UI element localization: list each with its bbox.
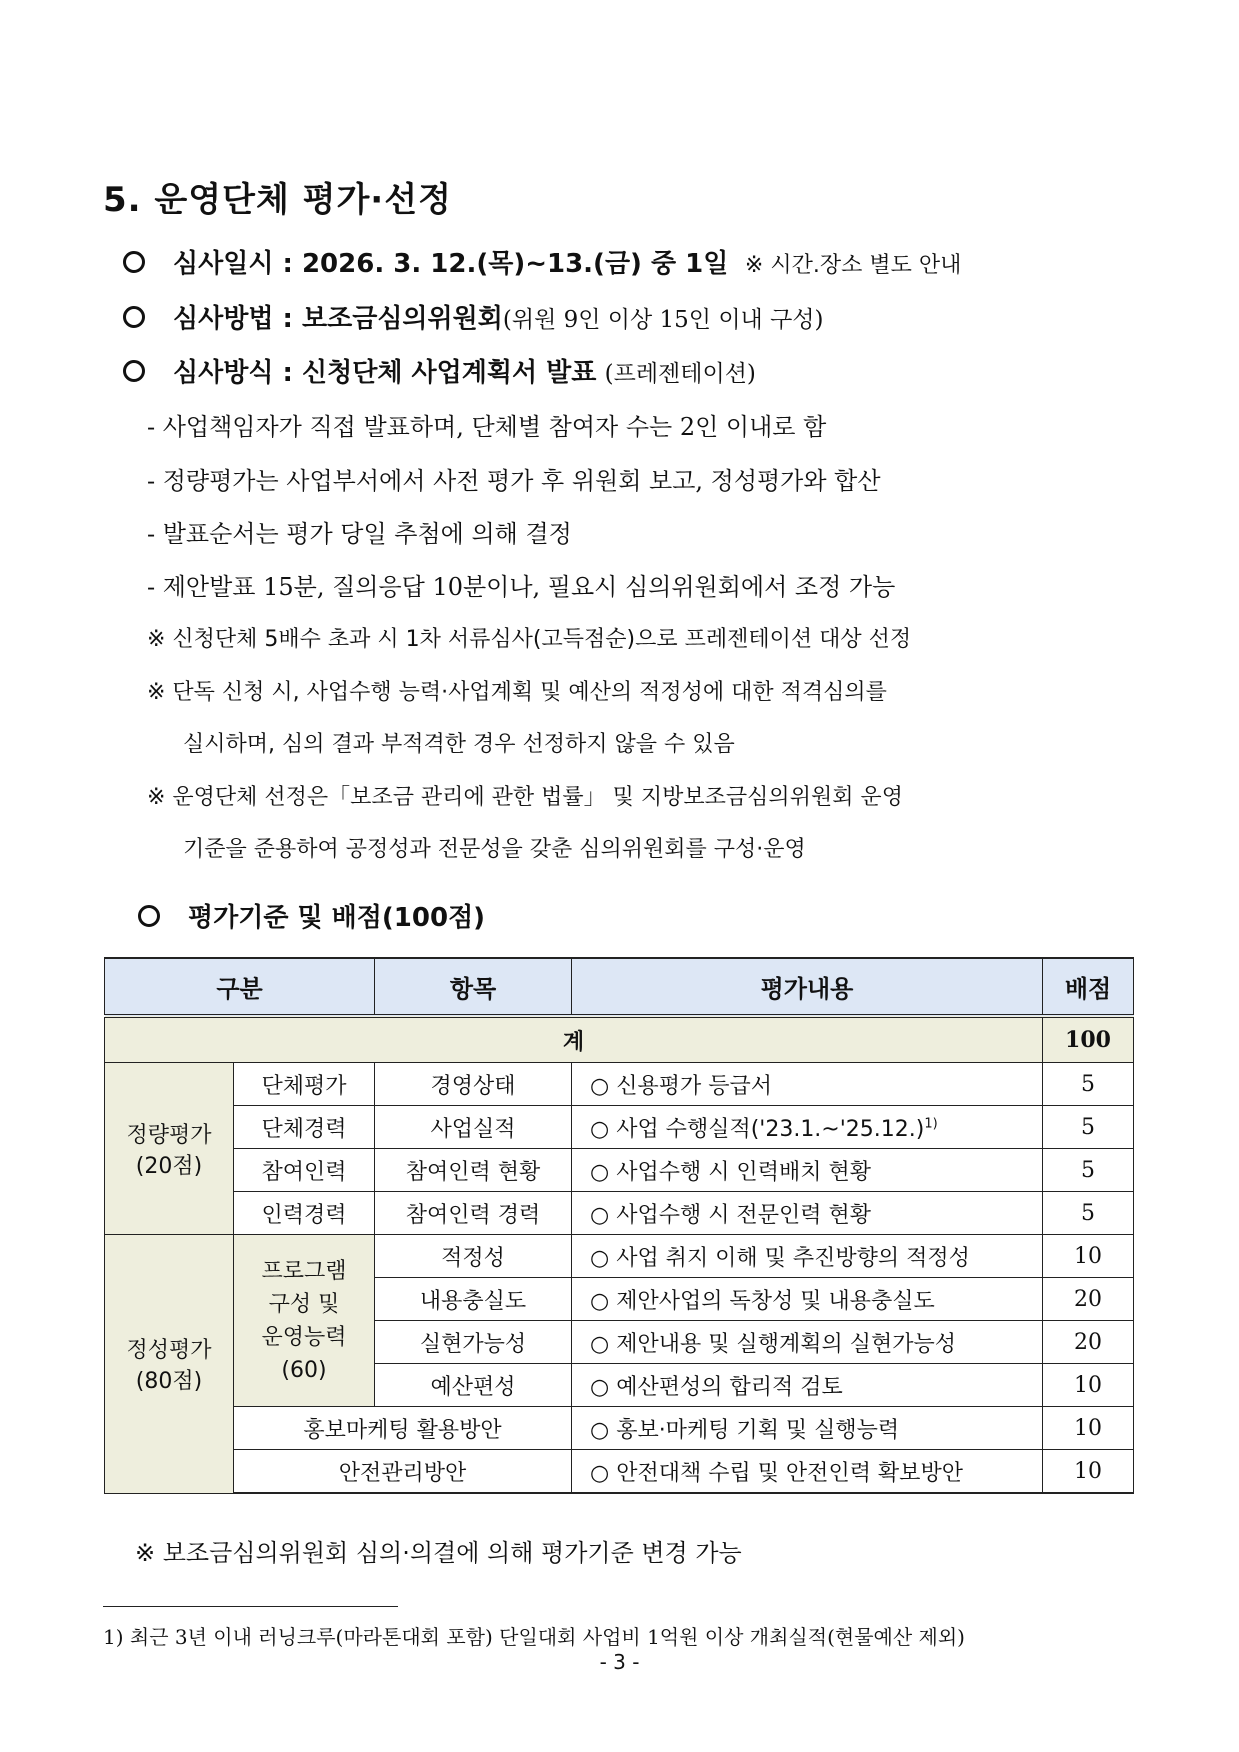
bullet-icon (123, 306, 145, 328)
table-row: 단체경력 사업실적 ○ 사업 수행실적('23.1.~'25.12.)$^{1)}$ 5 (105, 1106, 1134, 1149)
table-row: 인력경력 참여인력 경력 ○ 사업수행 시 전문인력 현황 5 (105, 1192, 1134, 1235)
table-row: 정량평가 (20점) 단체평가 경영상태 ○ 신용평가 등급서 5 (105, 1063, 1134, 1106)
note-line: ※ 운영단체 선정은「보조금 관리에 관한 법률」 및 지방보조금심의위원회 운영 (147, 785, 903, 810)
table-header-row (105, 958, 1134, 1016)
dash-line: - 사업책임자가 직접 발표하며, 단체별 참여자 수는 2인 이내로 함 (147, 413, 827, 441)
dash-line: - 발표순서는 평가 당일 추첨에 의해 결정 (147, 520, 572, 548)
evaluation-table (104, 957, 1134, 1494)
bullet-icon (123, 251, 145, 273)
total-label: 계 (105, 1016, 1043, 1063)
header-category: 구분 (105, 958, 375, 1016)
qual-category: 정성평가 (80점) (105, 1235, 234, 1494)
total-row (105, 1016, 1134, 1063)
note-line: 기준을 준용하여 공정성과 전문성을 갖춘 심의위원회를 구성·운영 (183, 837, 806, 862)
footnote-divider (103, 1606, 398, 1607)
table-note: ※ 보조금심의위원회 심의·의결에 의해 평가기준 변경 가능 (135, 1539, 742, 1567)
item-schedule: 심사일시 : 2026. 3. 12.(목)~13.(금) 중 1일 ※ 시간.장소 별도 안내 (123, 243, 961, 280)
note-line: ※ 단독 신청 시, 사업수행 능력·사업계획 및 예산의 적정성에 대한 적격심의를 (147, 680, 887, 705)
item-method: 심사방법 : 보조금심의위원회(위원 9인 이상 15인 이내 구성) (123, 298, 824, 335)
table-row: 홍보마케팅 활용방안 ○ 홍보·마케팅 기획 및 실행능력 10 (105, 1407, 1134, 1450)
quant-category: 정량평가 (20점) (105, 1063, 234, 1235)
program-subcategory: 프로그램 구성 및 운영능력 (60) (234, 1235, 375, 1407)
footnote: 1) 최근 3년 이내 러닝크루(마라톤대회 포함) 단일대회 사업비 1억원 이상 개최실적(현물예산 제외) (103, 1625, 965, 1649)
table-row: 실현가능성 ○ 제안내용 및 실행계획의 실현가능성 20 (105, 1321, 1134, 1364)
table-row: 내용충실도 ○ 제안사업의 독창성 및 내용충실도 20 (105, 1278, 1134, 1321)
page-number: - 3 - (599, 1650, 640, 1674)
item-format: 심사방식 : 신청단체 사업계획서 발표 (프레젠테이션) (123, 352, 756, 389)
bullet-icon (138, 905, 160, 927)
bullet-icon (123, 360, 145, 382)
table-row: 안전관리방안 ○ 안전대책 수립 및 안전인력 확보방안 10 (105, 1450, 1134, 1494)
footnote-mark: 1) (924, 1116, 938, 1132)
table-row: 참여인력 참여인력 현황 ○ 사업수행 시 인력배치 현황 5 (105, 1149, 1134, 1192)
total-score: 100 (1043, 1016, 1134, 1063)
section-title: 5. 운영단체 평가·선정 (103, 180, 452, 220)
note-line: 실시하며, 심의 결과 부적격한 경우 선정하지 않을 수 있음 (183, 732, 735, 757)
table-row: 정성평가 (80점) 프로그램 구성 및 운영능력 (60) 적정성 ○ 사업 취지 이해 및 추진방향의 적정성 10 (105, 1235, 1134, 1278)
table-row: 예산편성 ○ 예산편성의 합리적 검토 10 (105, 1364, 1134, 1407)
header-item: 항목 (375, 958, 572, 1016)
header-content: 평가내용 (572, 958, 1043, 1016)
note-line: ※ 신청단체 5배수 초과 시 1차 서류심사(고득점순)으로 프레젠테이션 대상 선정 (147, 627, 912, 652)
dash-line: - 제안발표 15분, 질의응답 10분이나, 필요시 심의위원회에서 조정 가능 (147, 573, 896, 601)
dash-line: - 정량평가는 사업부서에서 사전 평가 후 위원회 보고, 정성평가와 합산 (147, 467, 881, 495)
header-score: 배점 (1043, 958, 1134, 1016)
criteria-heading: 평가기준 및 배점(100점) (138, 897, 485, 934)
